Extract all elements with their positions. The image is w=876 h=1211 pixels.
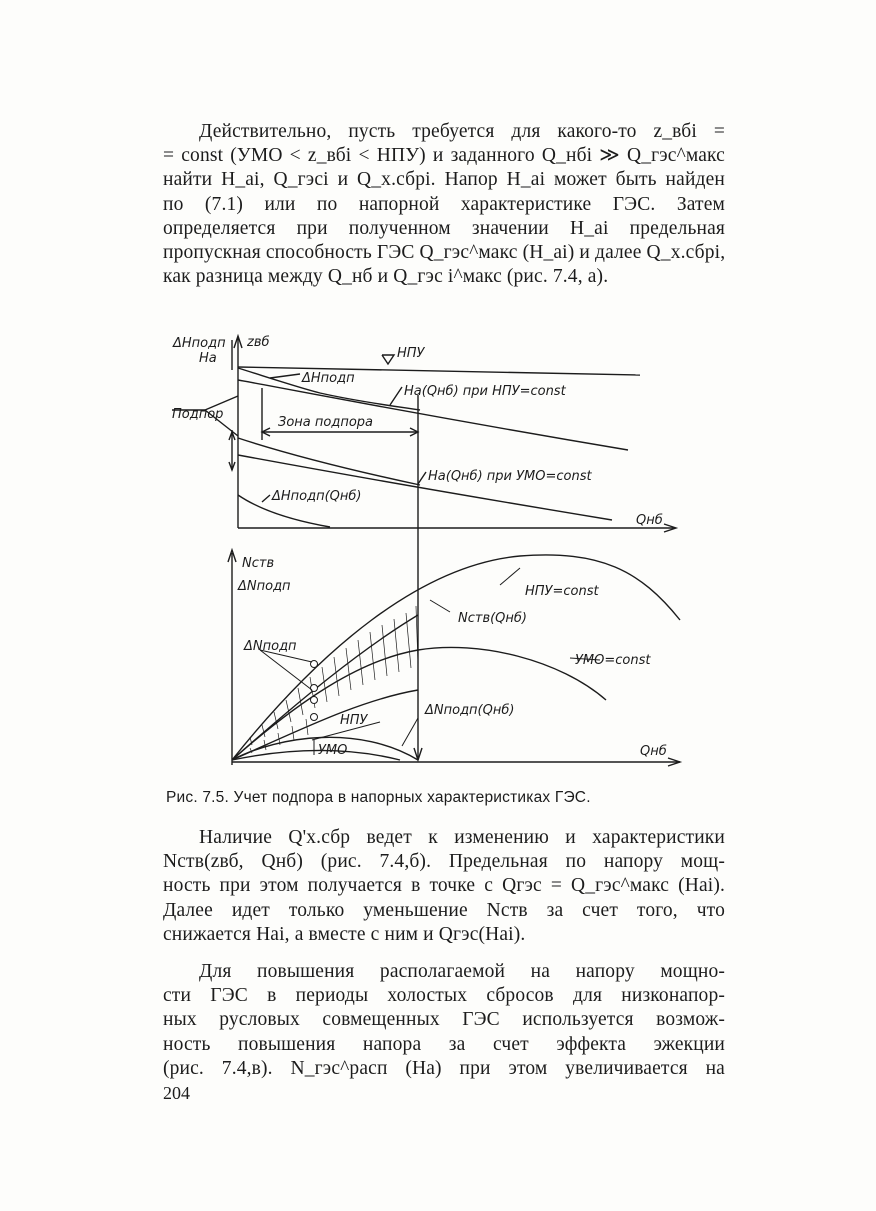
label-dh-podp-q: ΔHподп(Qнб) [272,489,362,504]
label-npu: НПУ [397,346,425,361]
text-line: ность повышения напора за счет эффекта эжекции [163,1033,725,1055]
label-npu-const: НПУ=const [525,584,599,599]
label-ha-umo: Ha(Qнб) при УМО=const [428,469,592,484]
label-dh-podp-inner: ΔHподп [302,371,355,386]
paragraph-3 [163,960,725,1081]
label-umo-lower: УМО [318,743,348,758]
text-line: Далее идет только уменьшение Nств за счет того, что [163,899,725,921]
umo-arc [232,751,400,760]
dh-podp-curve-bottom [238,438,420,485]
text-line: Nств(zвб, Qнб) (рис. 7.4,б). Предельная по напору мощ- [163,851,725,873]
npu-marker [382,355,394,364]
label-dn-podp: ΔNподп [238,579,291,594]
label-ha: Ha [199,351,217,366]
text-line: Наличие Q'х.сбр ведет к изменению и характеристики [199,827,725,848]
figure-caption: Рис. 7.5. Учет подпора в напорных характеристиках ГЭС. [166,789,591,806]
label-ha-npu: Ha(Qнб) при НПУ=const [404,384,566,399]
label-z-vb: zвб [247,335,270,350]
hatched-region [250,606,418,753]
label-zona: Зона подпора [278,415,373,430]
text-line: ность при этом получается в точке с Qгэс = Q_гэс^макс (Hai). [163,875,725,897]
ha-umo-curve [238,455,612,520]
label-q-nb-lower: Qнб [640,744,667,759]
text-line: снижается Hai, а вместе с ним и Qгэс(Hai). [163,923,526,945]
label-dh-podp: ΔHподп [173,336,226,351]
text-line: сти ГЭС в периоды холостых сбросов для низконапор- [163,985,725,1007]
text-line: найти H_ai, Q_гэсi и Q_х.сбрi. Напор H_ai может быть найден [163,169,725,191]
text-line: (рис. 7.4,в). N_гэс^расп (Ha) при этом увеличивается на [163,1057,725,1079]
label-q-nb-upper: Qнб [636,513,663,528]
text-line: как разница между Q_нб и Q_гэс i^макс (рис. 7.4, а). [163,266,609,288]
label-umo-const: УМО=const [575,653,651,668]
text-line: Для повышения располагаемой на напору мощно- [199,961,725,982]
label-dn-podp-q: ΔNподп(Qнб) [425,703,515,718]
text-line: = const (УМО < z_вбi < НПУ) и заданного Q_нбi ≫ Q_гэс^макс [163,145,725,167]
label-n-stv-q: Nств(Qнб) [458,611,527,626]
page-number: 204 [163,1083,190,1103]
label-podpor: Подпор [172,407,224,422]
text-line: пропускная способность ГЭС Q_гэс^макс (H_ai) и далее Q_х.сбрi, [163,242,726,264]
label-npu-lower: НПУ [340,713,368,728]
text-line: определяется при полученном значении H_ai предельная [163,217,725,239]
text-line: ных русловых совмещенных ГЭС используется возмож- [163,1009,725,1031]
n-umo-const-curve [232,647,606,760]
text-line: Действительно, пусть требуется для какого-то z_вбi = [199,121,725,142]
label-n-stv: Nств [242,556,275,571]
label-dn-podp-left: ΔNподп [244,639,297,654]
text-line: по (7.1) или по напорной характеристике ГЭС. Затем [163,193,725,215]
paragraph-2 [163,826,725,947]
